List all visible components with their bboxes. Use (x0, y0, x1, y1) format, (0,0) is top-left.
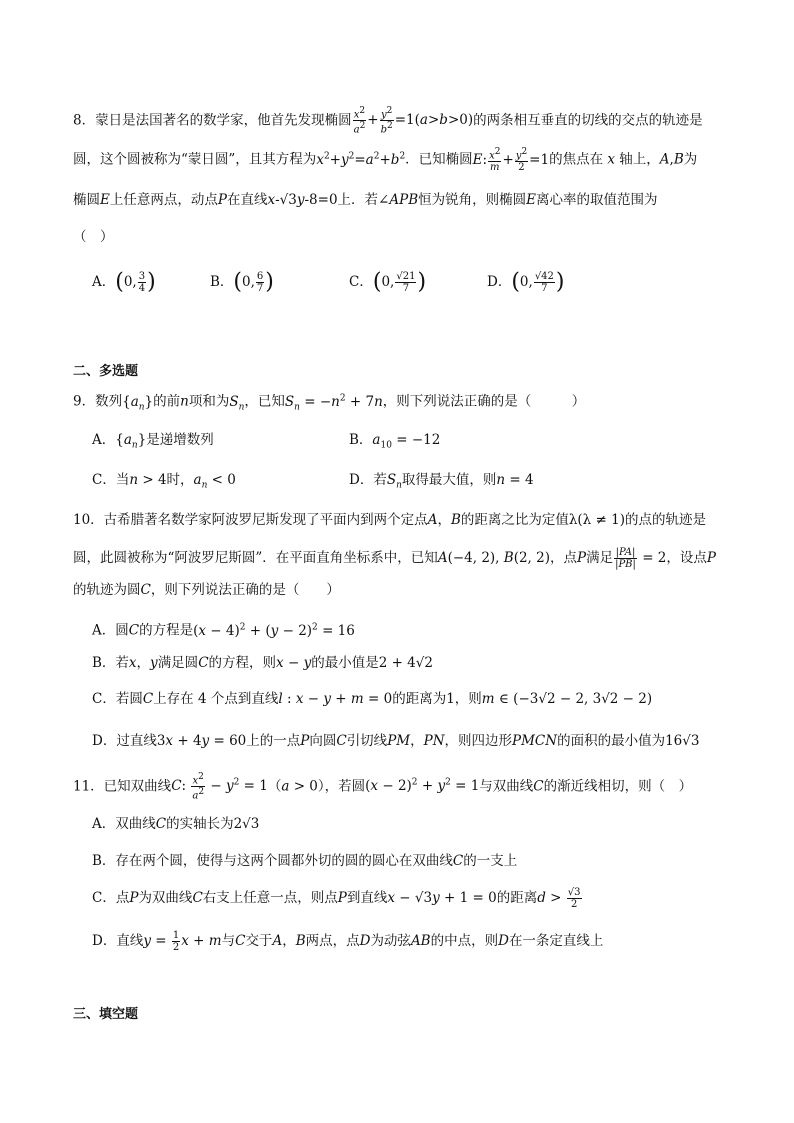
section-heading: 三、填空题 (73, 1007, 139, 1022)
math: x-√3y-8=0 (267, 192, 338, 208)
math: n > 4 (129, 472, 167, 488)
q10-line-2 (73, 547, 716, 570)
math: PM (387, 733, 411, 749)
q10-option-c[interactable] (92, 689, 652, 709)
option-text: 向圆 (309, 733, 337, 749)
math: P (300, 733, 310, 749)
q8-text: 离心率的取值范围为 (535, 192, 658, 208)
q8-text: 恒为锐角，则椭圆 (418, 192, 527, 208)
q9-option-d[interactable] (349, 470, 534, 496)
math: x − √3y + 1 = 0 (387, 890, 497, 906)
q8-text: 在直线 (226, 192, 268, 208)
option-text: ， (410, 733, 424, 749)
math: C (235, 933, 246, 949)
option-label: B． (349, 432, 373, 448)
math: $(x - 4)^2 + (y - 2)^2 = 16$ (193, 622, 355, 639)
q11-text: 的渐近线相切，则（ ） (543, 778, 693, 795)
option-text: 的方程，则 (208, 655, 277, 671)
q10-text: 圆，此圆被称为“阿波罗尼斯圆”．在平面直角坐标系中，已知 (73, 550, 438, 566)
option-text: ，则四边形 (444, 733, 513, 749)
math: x (603, 151, 620, 168)
math: $\frac{x^2}{a^2}$ + $\frac{y^2}{b^2}$ =1(a>b>0) (353, 106, 474, 136)
option-label: D． (487, 274, 512, 290)
q10-text: ，则下列说法正确的是（ ） (150, 582, 340, 598)
math: l : x − y + m = 0 (278, 691, 393, 707)
math: P (706, 550, 716, 566)
q11-text: ），若圆 (317, 778, 366, 795)
option-text: 引切线 (346, 733, 388, 749)
math: $\{a_n\}$ (122, 393, 154, 413)
q11-option-c[interactable] (92, 887, 583, 910)
option-text: 上的一点 (246, 733, 301, 749)
option-label: B．存在两个圆，使得与这两个圆都外切的圆的圆心在双曲线 (92, 853, 453, 869)
q10-text: 的点的轨迹是 (625, 512, 706, 528)
q9-stem (73, 388, 585, 417)
option-label: A． (92, 432, 116, 448)
math: $S_n = -n^2 + 7n$ (284, 393, 383, 413)
q9-option-b[interactable] (349, 430, 440, 456)
math: $\frac{|PA|}{|PB|}$ = 2 (615, 547, 667, 570)
q8-option-a[interactable] (92, 271, 156, 294)
q8-text: 的两条相互垂直的切线的交点的轨迹是 (473, 112, 703, 129)
math: 2 + 4√2 (378, 655, 433, 671)
option-label: D．过直线 (92, 733, 157, 749)
math: C (192, 890, 203, 906)
q11-text: （ (267, 778, 282, 795)
q9-option-c[interactable] (92, 470, 236, 496)
q9-text: 9．数列 (73, 393, 123, 410)
q11-option-d[interactable] (92, 930, 603, 953)
option-text: 取得最大值，则 (401, 472, 497, 488)
math: n = 4 (496, 472, 534, 488)
q8-line-1 (73, 106, 703, 136)
math: $(x - 2)^2 + y^2 = 1$ (365, 777, 480, 795)
math: AB (410, 933, 431, 949)
q8-text: 的焦点在 (549, 151, 604, 168)
math: (0, $\frac{3}{4}$ ) (115, 269, 156, 295)
math: A (659, 151, 670, 168)
q10-option-d[interactable] (92, 731, 699, 751)
option-label: D．若 (349, 472, 387, 488)
option-text: 在一条定直线上 (508, 933, 604, 949)
math: d > $\frac{√3}{2}$ (537, 887, 581, 910)
q8-line-4: （ ） (73, 229, 114, 245)
option-text: 交于 (245, 933, 273, 949)
option-label: A． (92, 274, 116, 290)
math: y (150, 655, 158, 671)
q8-option-b[interactable] (210, 271, 274, 294)
option-label: C． (349, 274, 373, 290)
option-text: 是递增数列 (146, 432, 214, 448)
math: C (142, 691, 154, 707)
q8-line-2: 圆，这个圆被称为“蒙日圆”，且其方程为$x^2+y^2=a^2+b^2$．已知椭圆E: $\frac{x^2}{m}$ + $\frac{y^2}{2}$ =1的焦点在 x 轴上，A,B为 (73, 146, 698, 174)
math: P (217, 192, 227, 208)
math: C (336, 733, 347, 749)
q9-text: 的前 (153, 393, 181, 410)
math: $a_{10} = -12$ (372, 432, 441, 451)
math: E (526, 192, 536, 208)
q10-text: 的轨迹为圆 (73, 582, 141, 598)
option-text: ，则 (454, 691, 482, 707)
option-text: 的中点，则 (430, 933, 499, 949)
option-text: 的距离为 (392, 691, 447, 707)
option-text: 两点，点 (305, 933, 360, 949)
option-label: B． (210, 274, 234, 290)
math: C (533, 778, 544, 795)
math: (0, $\frac{6}{7}$ ) (233, 269, 274, 295)
math: E: $\frac{x^2}{m}$ + $\frac{y^2}{2}$ =1 (472, 146, 550, 174)
math: D (498, 933, 509, 949)
q11-text: 11．已知双曲线 (73, 778, 172, 795)
math: m ∈ (−3√2 − 2, 3√2 − 2) (481, 691, 653, 707)
option-text: 的方程是 (139, 622, 194, 639)
q8-option-c[interactable] (349, 271, 426, 294)
q9-text: ，已知 (244, 393, 285, 410)
q10-text: 满足 (586, 550, 614, 566)
q9-text: 项和为 (188, 393, 230, 410)
q11-option-a[interactable] (92, 814, 259, 834)
math: B (450, 512, 461, 528)
option-label: A．双曲线 (92, 816, 156, 832)
math: A(−4, 2), B(2, 2) (437, 550, 550, 566)
option-label: C．当 (92, 472, 130, 488)
q10-option-a[interactable] (92, 617, 355, 641)
option-label: B．若 (92, 655, 129, 671)
option-text: 右支上任意一点，则点 (202, 890, 338, 906)
math: a > 0 (281, 778, 318, 795)
math: 2√3 (233, 816, 260, 832)
option-text: 为双曲线 (138, 890, 193, 906)
math: (0, $\frac{√21}{7}$ ) (372, 269, 427, 295)
math: 1 (446, 691, 455, 707)
option-text: 的面积的最小值为 (557, 733, 666, 749)
math: x − y (276, 655, 312, 671)
q11-option-b[interactable] (92, 851, 517, 871)
math: P (576, 550, 587, 566)
q8-option-d[interactable] (487, 271, 565, 294)
section-heading: 二、多选题 (73, 364, 139, 379)
math: (0, $\frac{√42}{7}$ ) (511, 269, 565, 295)
q8-text: 轴上， (619, 151, 660, 168)
option-label: C．点 (92, 890, 130, 906)
option-label: D．直线 (92, 933, 144, 949)
math: E (100, 192, 110, 208)
q8-text: 圆，这个圆被称为“蒙日圆”，且其方程为 (73, 151, 317, 168)
q10-text: 的距离之比为定值 (460, 512, 569, 528)
math: 16√3 (665, 733, 700, 749)
math: P (337, 890, 347, 906)
option-text: 的距离 (496, 890, 538, 906)
q10-option-b[interactable] (92, 653, 433, 673)
q9-option-a[interactable] (92, 430, 214, 456)
option-text: 上存在 4 个点到直线 (153, 691, 279, 707)
q8-line-3 (73, 190, 657, 210)
math: $S_n$ (229, 393, 245, 413)
option-text: 到直线 (346, 890, 388, 906)
q10-text: ，点 (549, 550, 577, 566)
math: $S_n$ (386, 472, 402, 491)
math: B (295, 933, 306, 949)
q10-line-1 (73, 510, 706, 530)
q10-line-3 (73, 580, 340, 600)
math: C (198, 655, 209, 671)
math: C (155, 816, 167, 832)
math: C (128, 622, 140, 639)
q11-text: 与双曲线 (479, 778, 534, 795)
q9-text: ，则下列说法正确的是（ ） (382, 393, 586, 410)
q8-text: 为 (683, 151, 698, 168)
q10-text: ，设点 (666, 550, 707, 566)
math: C: $\frac{x^2}{a^2}$ − $y^2 = 1$ (171, 772, 268, 802)
q10-text: 10．古希腊著名数学家阿波罗尼斯发现了平面内到两个定点 (73, 512, 428, 528)
math: n (180, 393, 189, 410)
q8-text: 8．蒙日是法国著名的数学家，他首先发现椭圆 (73, 112, 352, 129)
math: P (129, 890, 139, 906)
math: D (359, 933, 371, 949)
math: λ(λ ≠ 1) (568, 512, 625, 528)
math: A (427, 512, 438, 528)
option-label: C．若圆 (92, 691, 143, 707)
math: C (452, 853, 464, 869)
q11-stem (73, 772, 692, 802)
option-text: ， (282, 933, 296, 949)
math: PMCN (512, 733, 558, 749)
q8-text: 椭圆 (73, 192, 100, 208)
math: A (272, 933, 283, 949)
option-text: 的最小值是 (311, 655, 379, 671)
math: ∠APB (378, 192, 419, 208)
option-text: 为动弦 (370, 933, 411, 949)
q8-text: 上任意两点，动点 (109, 192, 218, 208)
math: y = $\frac{1}{2}$ x + m (143, 930, 222, 953)
option-text: ， (136, 655, 151, 671)
math: $a_n < 0$ (193, 472, 236, 491)
q8-text: 上．若 (337, 192, 379, 208)
math: 3x + 4y = 60 (156, 733, 247, 749)
math: PN (423, 733, 445, 749)
option-text: 与 (221, 933, 236, 949)
math: C (140, 582, 151, 598)
option-text: 的一支上 (463, 853, 518, 869)
math: x (128, 655, 137, 671)
math: $x^2+y^2=a^2+b^2$ (316, 151, 406, 168)
q10-text: ， (437, 512, 451, 528)
option-label: A．圆 (92, 622, 129, 639)
option-text: 时， (166, 472, 194, 488)
q8-text: ．已知椭圆 (405, 151, 473, 168)
option-text: 的实轴长为 (166, 816, 234, 832)
math: $\{a_n\}$ (115, 432, 147, 451)
option-text: 满足圆 (157, 655, 199, 671)
